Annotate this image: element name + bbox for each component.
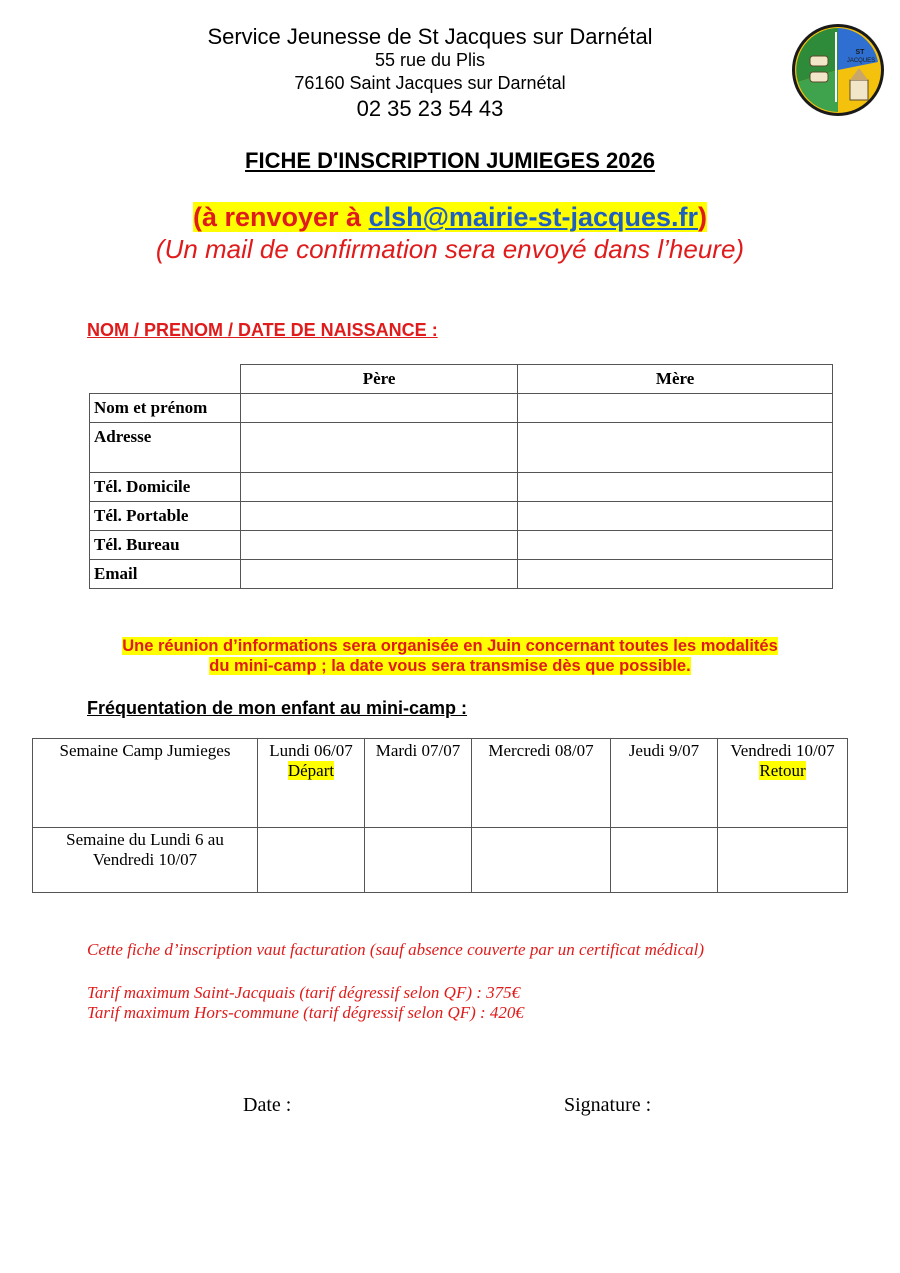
departure-label: Départ	[287, 761, 335, 780]
header-tuesday: Mardi 07/07	[365, 739, 472, 828]
father-office-phone-field[interactable]	[241, 531, 518, 560]
svg-text:JACQUES: JACQUES	[846, 58, 876, 64]
father-mobile-phone-field[interactable]	[241, 502, 518, 531]
tarif-hors-commune: Tarif maximum Hors-commune (tarif dégressif selon QF) : 420€	[87, 1003, 524, 1022]
notice-line-2: du mini-camp ; la date vous sera transmise dès que possible.	[209, 657, 691, 675]
billing-note: Cette fiche d’inscription vaut facturation (sauf absence couverte par un certificat médical)	[87, 940, 705, 959]
attendance-wednesday-cell[interactable]	[472, 828, 611, 893]
father-email-field[interactable]	[241, 560, 518, 589]
mother-name-field[interactable]	[518, 394, 833, 423]
attendance-table	[32, 738, 848, 893]
town-logo	[790, 22, 886, 118]
send-prefix: (à renvoyer à	[192, 202, 369, 232]
mother-home-phone-field[interactable]	[518, 473, 833, 502]
org-name: Service Jeunesse de St Jacques sur Darnétal	[207, 24, 653, 49]
row-label-office-phone: Tél. Bureau	[90, 531, 241, 560]
row-label-home-phone: Tél. Domicile	[90, 473, 241, 502]
column-header-father: Père	[241, 365, 518, 394]
father-name-field[interactable]	[241, 394, 518, 423]
attendance-friday-cell[interactable]	[718, 828, 848, 893]
header-thursday: Jeudi 9/07	[611, 739, 718, 828]
empty-corner-cell	[90, 365, 241, 394]
svg-text:ST: ST	[855, 49, 865, 56]
mother-address-field[interactable]	[518, 423, 833, 473]
header-friday: Vendredi 10/07 Retour	[718, 739, 848, 828]
father-address-field[interactable]	[241, 423, 518, 473]
section-parents-heading: NOM / PRENOM / DATE DE NAISSANCE :	[87, 320, 438, 340]
attendance-monday-cell[interactable]	[258, 828, 365, 893]
meeting-notice	[60, 636, 840, 676]
header-monday: Lundi 06/07 Départ	[258, 739, 365, 828]
mother-email-field[interactable]	[518, 560, 833, 589]
row-label-mobile-phone: Tél. Portable	[90, 502, 241, 531]
org-phone: 02 35 23 54 43	[356, 96, 504, 121]
return-label: Retour	[759, 761, 806, 780]
parents-table	[89, 364, 833, 589]
row-label-address: Adresse	[90, 423, 241, 473]
column-header-mother: Mère	[518, 365, 833, 394]
tarif-saint-jacquais: Tarif maximum Saint-Jacquais (tarif dégressif selon QF) : 375€	[87, 983, 521, 1002]
org-city: 76160 Saint Jacques sur Darnétal	[294, 73, 566, 93]
attendance-thursday-cell[interactable]	[611, 828, 718, 893]
date-label: Date :	[243, 1094, 292, 1116]
org-street: 55 rue du Plis	[374, 50, 486, 70]
section-attendance-heading: Fréquentation de mon enfant au mini-camp :	[87, 698, 468, 718]
row-label-week: Semaine du Lundi 6 au Vendredi 10/07	[33, 828, 258, 893]
father-home-phone-field[interactable]	[241, 473, 518, 502]
header-week-camp: Semaine Camp Jumieges	[33, 739, 258, 828]
notice-line-1: Une réunion d’informations sera organisée en Juin concernant toutes les modalités	[122, 637, 778, 655]
mother-office-phone-field[interactable]	[518, 531, 833, 560]
form-title: FICHE D'INSCRIPTION JUMIEGES 2026	[245, 148, 655, 173]
attendance-tuesday-cell[interactable]	[365, 828, 472, 893]
header-wednesday: Mercredi 08/07	[472, 739, 611, 828]
send-suffix: )	[698, 202, 708, 232]
signature-label: Signature :	[564, 1094, 652, 1116]
send-instruction	[0, 202, 900, 233]
confirmation-note: (Un mail de confirmation sera envoyé dans l’heure)	[155, 234, 745, 264]
row-label-name: Nom et prénom	[90, 394, 241, 423]
email-link[interactable]: clsh@mairie-st-jacques.fr	[368, 202, 699, 232]
mother-mobile-phone-field[interactable]	[518, 502, 833, 531]
row-label-email: Email	[90, 560, 241, 589]
